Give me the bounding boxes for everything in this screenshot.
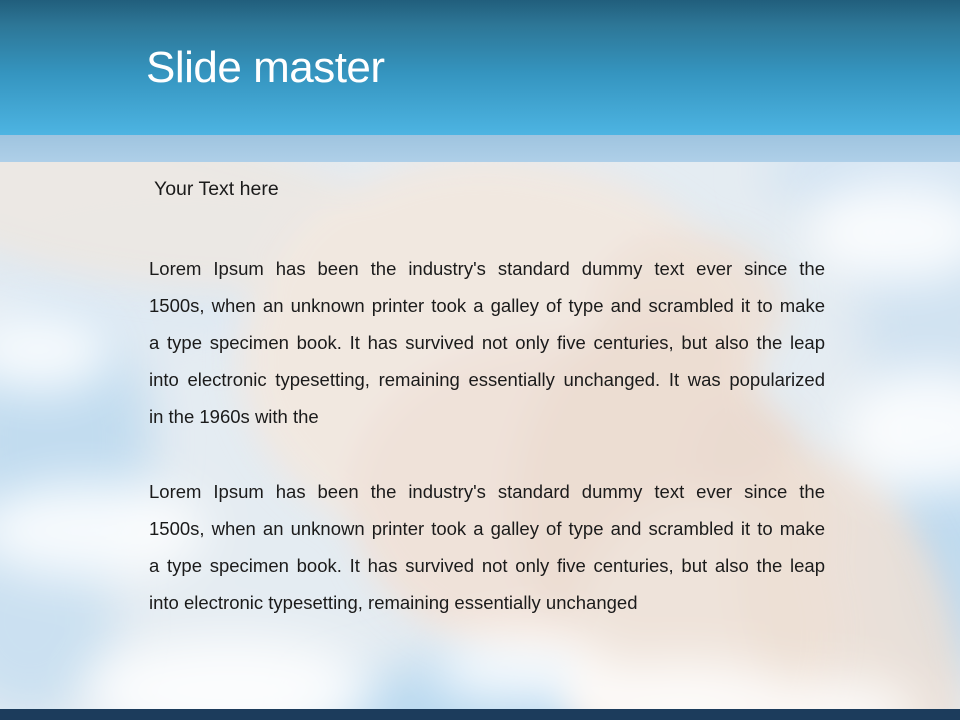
text-line: Lorem Ipsum has been the industry's standard dummy text ever since the: [149, 481, 825, 502]
text-line: into electronic typesetting, remaining essentially unchanged: [149, 592, 638, 613]
paragraph-2[interactable]: [149, 473, 825, 621]
text-line: into electronic typesetting, remaining essentially unchanged. It was popularized: [149, 369, 825, 390]
footer-bar: [0, 709, 960, 720]
title-band: [0, 0, 960, 135]
text-line: a type specimen book. It has survived not only five centuries, but also the leap: [149, 332, 825, 353]
slide-title[interactable]: Slide master: [146, 43, 385, 92]
paragraph-1[interactable]: [149, 250, 825, 435]
accent-strip: [0, 135, 960, 162]
text-line: 1500s, when an unknown printer took a galley of type and scrambled it to make: [149, 518, 825, 539]
text-line: in the 1960s with the: [149, 406, 319, 427]
text-placeholder-label[interactable]: Your Text here: [154, 178, 279, 200]
text-line: a type specimen book. It has survived not only five centuries, but also the leap: [149, 555, 825, 576]
text-line: 1500s, when an unknown printer took a galley of type and scrambled it to make: [149, 295, 825, 316]
text-line: Lorem Ipsum has been the industry's standard dummy text ever since the: [149, 258, 825, 279]
